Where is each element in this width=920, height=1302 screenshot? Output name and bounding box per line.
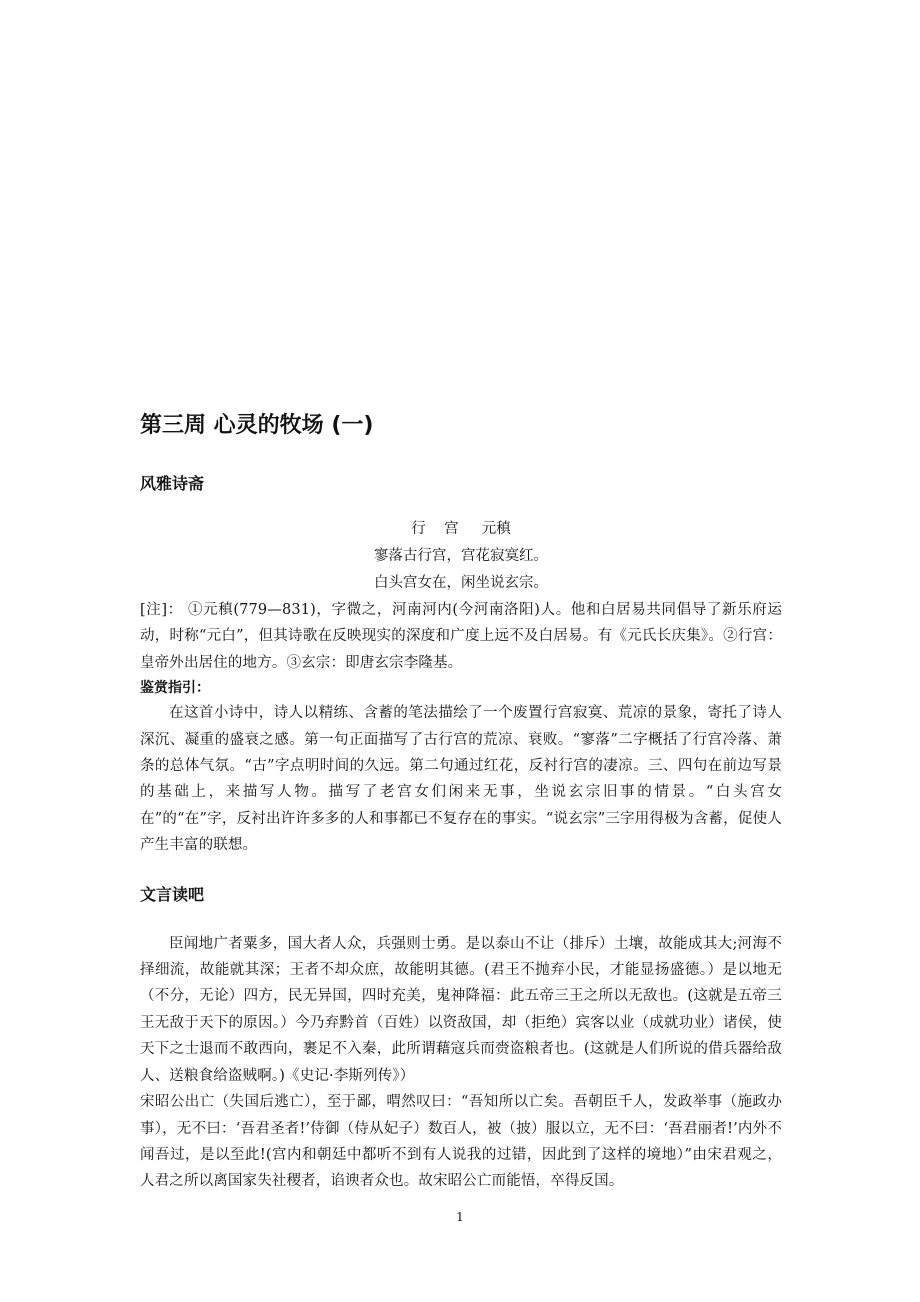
page-content: [140, 404, 782, 1195]
classical-paragraph-2: 宋昭公出亡（失国后逃亡），至于鄙，喟然叹曰：“吾知所以亡矣。吾朝臣千人，发政举事（施政办事），无不曰：‘吾君圣者!’侍御（侍从妃子）数百人，被（披）服以立，无不曰：‘吾君丽者!’内外不闻吾过，是以至此!(宫内和朝廷中都听不到有人说我的过错，因此到了这样的境地）”由宋君观之，人君之所以离国家失社稷者，谄谀者众也。故宋昭公亡而能悟，卒得反国。: [140, 1094, 782, 1190]
poem-line: 白头宫女在，闲坐说玄宗。: [374, 575, 548, 591]
poem-header: 行 宫 元稹: [411, 521, 511, 537]
poem-line: 寥落古行宫，宫花寂寞红。: [374, 548, 548, 564]
section-heading-poetry: 风雅诗斋: [140, 474, 205, 493]
classical-paragraph-1: 臣闻地广者粟多，国大者人众，兵强则士勇。是以泰山不让（排斥）土壤，故能成其大;河海不择细流，故能就其深；王者不却众庶，故能明其德。(君王不抛弃小民，才能显扬盛德。）是以地无（不分，无论）四方，民无异国，四时充美，鬼神降福：此五帝三王之所以无敌也。(这就是五帝三王无敌于天下的原因。）今乃弃黔首（百姓）以资敌国，却（拒绝）宾客以业（成就功业）诸侯，使天下之士退而不敢西向，裹足不入秦，此所谓藉寇兵而赍盗粮者也。(这就是人们所说的借兵器给敌人、送粮食给盗贼啊。)《史记·李斯列传》）: [140, 935, 782, 1084]
page-number: 1: [456, 1210, 464, 1224]
appreciation-text: 在这首小诗中，诗人以精练、含蓄的笔法描绘了一个废置行宫寂寞、荒凉的景象，寄托了诗人深沉、凝重的盛衰之感。第一句正面描写了古行宫的荒凉、衰败。“寥落”二字概括了行宫冷落、萧条的总体气氛。“古”字点明时间的久远。第二句通过红花，反衬行宫的凄凉。三、四句在前边写景的基础上，来描写人物。描写了老宫女们闲来无事，坐说玄宗旧事的情景。“白头宫女在”的“在”字，反衬出许许多多的人和事都已不复存在的事实。“说玄宗”三字用得极为含蓄，促使人产生丰富的联想。: [140, 705, 782, 854]
section-heading-classical: 文言读吧: [140, 884, 205, 904]
poem-block: [140, 516, 782, 597]
poem-note: [注]： ①元稹(779—831)，字微之，河南河内(今河南洛阳)人。他和白居易共同倡导了新乐府运动，时称“元白”，但其诗歌在反映现实的深度和广度上远不及白居易。有《元氏长庆集》。②行宫：皇帝外出居住的地方。③玄宗：即唐玄宗李隆基。: [140, 602, 782, 671]
appreciation-heading: 鉴赏指引：: [140, 680, 210, 697]
page-title: 第三周 心灵的牧场 (一): [140, 413, 374, 438]
